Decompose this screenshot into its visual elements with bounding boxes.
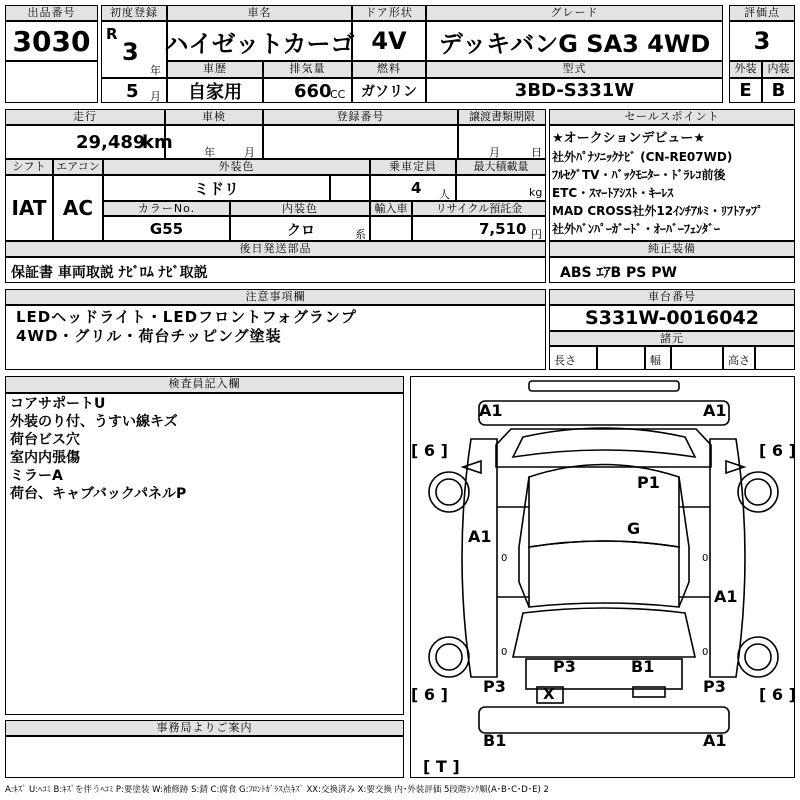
zero-mark: 0 (501, 553, 508, 564)
tire-rear-left: [ 6 ] (411, 685, 448, 704)
chassis-header: 車台番号 (549, 289, 795, 305)
first-reg-month-box (101, 78, 167, 103)
history-header: 車歴 (167, 61, 263, 78)
sales-point-line: ﾌﾙｾｸﾞTV・ﾊﾞｯｸﾓﾆﾀｰ・ﾄﾞﾗﾚｺ前後 (552, 168, 726, 182)
mark-right-side: A1 (714, 587, 738, 606)
capacity-box (370, 175, 456, 201)
recycle-fee: 7,510 (479, 220, 527, 238)
transfer-box (458, 125, 546, 159)
shift: IAT (5, 175, 53, 241)
inspector-line: コアサポートU (10, 396, 106, 412)
note-line: 4WD・グリル・荷台チッピング塗装 (16, 327, 282, 345)
zero-mark: 0 (702, 647, 709, 658)
grade-header: グレード (426, 5, 723, 21)
mark-rear-left-corner: P3 (483, 677, 506, 696)
legend: A:ｷｽﾞ U:ﾍｺﾐ B:ｷｽﾞを伴うﾍｺﾐ P:要塗装 W:補修跡 S:錆 C:腐食 G:ﾌﾛﾝﾄｶﾞﾗｽ点ｷｽﾞ XX:交換済み X:要交換 内･外装評価 5段階ﾗﾝｸ順(A･B･C･D･E) 2 (5, 785, 549, 795)
aircon-header: エアコン (53, 159, 103, 175)
recycle-header: リサイクル預託金 (412, 201, 546, 216)
mark-bumper-left: B1 (483, 731, 507, 750)
door-type: 4V (352, 21, 426, 61)
left-side-shape (462, 439, 497, 677)
rear-glass-shape (513, 608, 695, 657)
aircon: AC (53, 175, 103, 241)
lot-no-blank (5, 61, 98, 103)
recycle-box (412, 216, 546, 241)
car-outline (411, 377, 796, 779)
inspector-line: 外装のり付、うすい線キズ (10, 414, 178, 430)
rear-bumper-shape (479, 707, 729, 733)
dimensions-header: 諸元 (549, 331, 795, 346)
max-load-header: 最大積載量 (456, 159, 546, 175)
left-pillar (519, 477, 529, 607)
lot-no-header: 出品番号 (5, 5, 98, 21)
transfer-month-unit: 月 (489, 146, 500, 159)
dim-length-label: 長さ (549, 346, 597, 370)
dim-width-label: 幅 (645, 346, 671, 370)
car-history: 自家用 (167, 78, 263, 103)
inspection-year-unit: 年 (204, 146, 215, 159)
mileage-box (5, 125, 173, 159)
exterior-header: 外装 (729, 61, 762, 78)
mark-glass: G (627, 519, 641, 538)
inspector-header: 検査員記入欄 (5, 376, 404, 393)
interior-color: クロ (287, 223, 315, 239)
interior-score: B (762, 78, 795, 103)
sales-point-line: 社外ﾊﾞﾝﾊﾟｰｶﾞｰﾄﾞ・ｵｰﾊﾞｰﾌｪﾝﾀﾞｰ (552, 222, 721, 236)
first-reg-year-box (101, 21, 167, 78)
type-code-header: 型式 (426, 61, 723, 78)
inspector-line: 荷台、キャブバックパネルP (10, 486, 187, 502)
wheel-fr (738, 472, 778, 512)
color-extra (330, 175, 370, 201)
capacity-header: 乗車定員 (370, 159, 456, 175)
mark-front-left: A1 (479, 401, 503, 420)
office-notes (5, 736, 404, 778)
notes-header: 注意事項欄 (5, 289, 546, 305)
model-name: ハイゼットカーゴ (167, 21, 352, 61)
genuine-header: 純正装備 (549, 241, 795, 257)
body-color: ミドリ (103, 175, 330, 201)
fuel-header: 燃料 (352, 61, 426, 78)
interior-color-header: 内装色 (230, 201, 370, 216)
inspection-box (165, 125, 263, 159)
interior-header: 内装 (762, 61, 795, 78)
reg-no-header: 登録番号 (263, 109, 458, 125)
sales-point-line: ★オークションデビュー★ (552, 131, 706, 146)
later-parts: 保証書 車両取説 ﾅﾋﾞﾛﾑ ﾅﾋﾞ取説 (5, 257, 546, 283)
grade: デッキバンG SA3 4WD (426, 21, 723, 61)
interior-color-box (230, 216, 370, 241)
color-header: 外装色 (103, 159, 370, 175)
capacity: 4 (411, 179, 422, 197)
mileage-unit: km (142, 132, 173, 153)
first-reg-year: 3 (122, 38, 139, 66)
score-header: 評価点 (729, 5, 795, 21)
mirror-right (726, 461, 744, 473)
chassis-no: S331W-0016042 (549, 305, 795, 331)
first-reg-year-unit: 年 (150, 64, 161, 77)
inspection-header: 車検 (165, 109, 263, 125)
displacement-header: 排気量 (263, 61, 352, 78)
wheel-rl (429, 637, 469, 677)
first-reg-header: 初度登録 (101, 5, 167, 21)
zero-mark: 0 (702, 553, 709, 564)
front-body-shape (496, 429, 711, 467)
sales-point-header: セールスポイント (549, 109, 795, 125)
tire-front-left: [ 6 ] (411, 441, 448, 460)
note-line: LEDヘッドライト・LEDフロントフォグランプ (16, 308, 357, 326)
capacity-unit: 人 (439, 188, 450, 201)
mark-rear-right: B1 (631, 657, 655, 676)
mileage-header: 走行 (5, 109, 165, 125)
mark-roof: P1 (637, 473, 660, 492)
sales-point-line: 社外ﾊﾟﾅｿﾆｯｸﾅﾋﾞ (CN-RE07WD) (552, 150, 733, 164)
inspector-line: 荷台ビス穴 (10, 432, 80, 448)
inspector-line: 室内内張傷 (10, 450, 80, 466)
genuine-equipment: ABS ｴｱB PS PW (549, 257, 795, 283)
tire-spare: [ T ] (423, 757, 460, 776)
first-reg-month: 5 (126, 81, 139, 102)
shift-header: シフト (5, 159, 53, 175)
mark-left-side: A1 (468, 527, 492, 546)
model-name-header: 車名 (167, 5, 352, 21)
lot-no: 3030 (5, 21, 98, 61)
right-pillar (679, 477, 689, 607)
reg-no (263, 125, 458, 159)
sales-point-line: MAD CROSS社外12ｲﾝﾁｱﾙﾐ・ﾘﾌﾄｱｯﾌﾟ (552, 204, 764, 218)
color-no: G55 (103, 216, 230, 241)
mark-rear-right-corner: P3 (703, 677, 726, 696)
inspector-line: ミラーA (10, 468, 63, 484)
sales-points (549, 125, 795, 241)
front-top-shape (529, 381, 679, 391)
first-reg-month-unit: 月 (150, 90, 161, 103)
door-header: ドア形状 (352, 5, 426, 21)
wheel-rr (738, 637, 778, 677)
tire-rear-right: [ 6 ] (759, 685, 796, 704)
center-panel-shape (529, 541, 679, 607)
mark-front-right: A1 (703, 401, 727, 420)
right-side-shape (710, 439, 745, 677)
later-parts-header: 後日発送部品 (5, 241, 546, 257)
mark-replace: X (543, 685, 555, 703)
front-bumper-shape (479, 401, 729, 425)
tire-front-right: [ 6 ] (759, 441, 796, 460)
mirror-left (463, 461, 481, 473)
damage-diagram (410, 376, 795, 778)
zero-mark: 0 (501, 647, 508, 658)
inspection-month-unit: 月 (244, 146, 255, 159)
mark-rear-left: P3 (553, 657, 576, 676)
transfer-header: 譲渡書類期限 (458, 109, 546, 125)
fuel: ガソリン (352, 78, 426, 103)
transfer-day-unit: 日 (531, 146, 542, 159)
overall-score: 3 (729, 21, 795, 61)
inspector-notes (5, 393, 404, 715)
mileage: 29,489 (76, 132, 146, 153)
interior-color-suffix: 系 (355, 228, 366, 241)
import-header: 輸入車 (370, 201, 412, 216)
mark-bumper-right: A1 (703, 731, 727, 750)
displacement-unit: CC (330, 88, 346, 101)
exterior-score: E (729, 78, 762, 103)
dim-height (755, 346, 795, 370)
first-reg-era: R (106, 25, 118, 43)
sales-point-line: ETC・ｽﾏｰﾄｱｼｽﾄ・ｷｰﾚｽ (552, 186, 674, 200)
max-load-unit: kg (529, 186, 543, 199)
type-code: 3BD-S331W (426, 78, 723, 103)
windshield-shape (513, 428, 695, 457)
import (370, 216, 412, 241)
notes (5, 305, 546, 370)
max-load-box (456, 175, 546, 201)
dim-length (597, 346, 645, 370)
dim-width (671, 346, 723, 370)
wheel-fl (429, 472, 469, 512)
color-no-header: カラーNo. (103, 201, 230, 216)
dim-height-label: 高さ (723, 346, 755, 370)
displacement-box (263, 78, 352, 103)
office-header: 事務局よりご案内 (5, 720, 404, 736)
recycle-unit: 円 (531, 228, 542, 241)
displacement: 660 (294, 81, 332, 102)
